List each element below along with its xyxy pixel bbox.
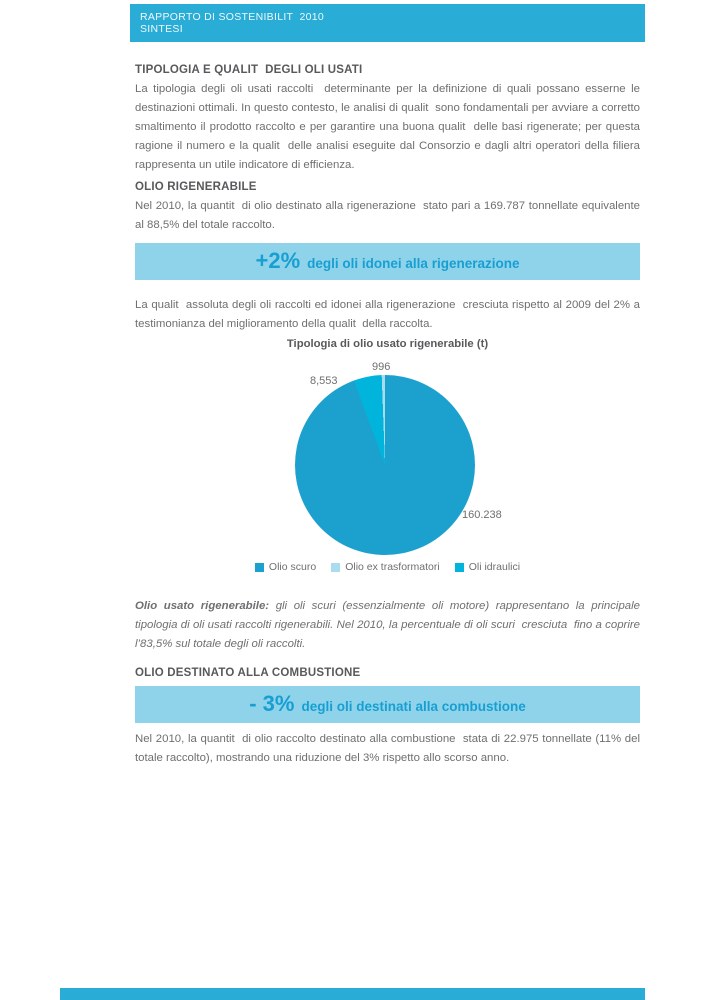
header-title: RAPPORTO DI SOSTENIBILIT 2010 <box>140 11 325 23</box>
section2-body2: La qualit assoluta degli oli raccolti ed idonei alla rigenerazione cresciuta rispetto al 2009 del 2% a testimonianza del miglioramento della qualit della raccolta. <box>135 299 644 330</box>
section3-body: Nel 2010, la quantit di olio raccolto destinato alla combustione stata di 22.975 tonnellate (11% del totale raccolto), mostrando una riduzione del 3% rispetto allo scorso anno. <box>135 733 644 764</box>
footer-bar <box>60 988 645 1000</box>
section2-body: Nel 2010, la quantit di olio destinato alla rigenerazione stato pari a 169.787 tonnellate equivalente al 88,5% del totale raccolto. <box>135 200 644 231</box>
pie-label-olio-scuro: 160.238 <box>462 509 502 521</box>
pie-label-oli-idraulici: 8,553 <box>310 375 338 387</box>
note-paragraph <box>135 597 644 654</box>
section1-heading: TIPOLOGIA E QUALIT DEGLI OLI USATI <box>135 64 363 76</box>
legend-swatch-oli-idraulici <box>455 563 464 572</box>
legend-label-oli-idraulici: Oli idraulici <box>468 561 521 573</box>
legend-item-oli-idraulici <box>455 561 520 573</box>
chart-legend <box>135 561 640 573</box>
pie-chart <box>295 375 475 555</box>
banner-percent-value-2: - 3% <box>249 691 295 716</box>
legend-label-olio-scuro: Olio scuro <box>268 561 317 573</box>
chart-title: Tipologia di olio usato rigenerabile (t) <box>286 338 489 350</box>
section3-heading: OLIO DESTINATO ALLA COMBUSTIONE <box>135 667 361 679</box>
legend-swatch-olio-scuro <box>255 563 264 572</box>
banner-caption-2: degli oli destinati alla combustione <box>301 699 526 714</box>
legend-label-olio-ex-trasformatori: Olio ex trasformatori <box>345 561 440 573</box>
header-bar <box>130 4 645 42</box>
banner-caption: degli oli idonei alla rigenerazione <box>307 256 520 271</box>
highlight-banner-rigenerazione <box>135 243 640 280</box>
header-subtitle: SINTESI <box>140 22 183 35</box>
section1-body: La tipologia degli oli usati raccolti determinante per la definizione di quali possano esserne le destinazioni ottimali. In questo contesto, le analisi di qualit sono fondamentali per avviare a corretto smaltimento il prodotto raccolto e per garantire una buona qualit delle basi rigenerate; per questa ragione il numero e la qualit delle analisi eseguite dal Consorzio e dagli altri operatori della filiera rappresenta un utile indicatore di efficienza. <box>135 83 644 171</box>
legend-item-olio-ex-trasformatori <box>331 561 440 573</box>
section2-heading: OLIO RIGENERABILE <box>135 181 257 193</box>
banner-percent-value: +2% <box>255 248 301 273</box>
highlight-banner-combustione <box>135 686 640 723</box>
pie-label-olio-ex-trasformatori: 996 <box>372 361 391 373</box>
note-lead: Olio usato rigenerabile: <box>135 600 270 612</box>
legend-item-olio-scuro <box>255 561 316 573</box>
note-body: gli oli scuri (essenzialmente oli motore) rappresentano la principale tipologia di oli usati raccolti rigenerabili. Nel 2010, la percentuale di oli scuri cresciuta fino a coprire l’83,5% sul totale degli oli raccolti. <box>135 600 644 650</box>
legend-swatch-olio-ex-trasformatori <box>331 563 340 572</box>
